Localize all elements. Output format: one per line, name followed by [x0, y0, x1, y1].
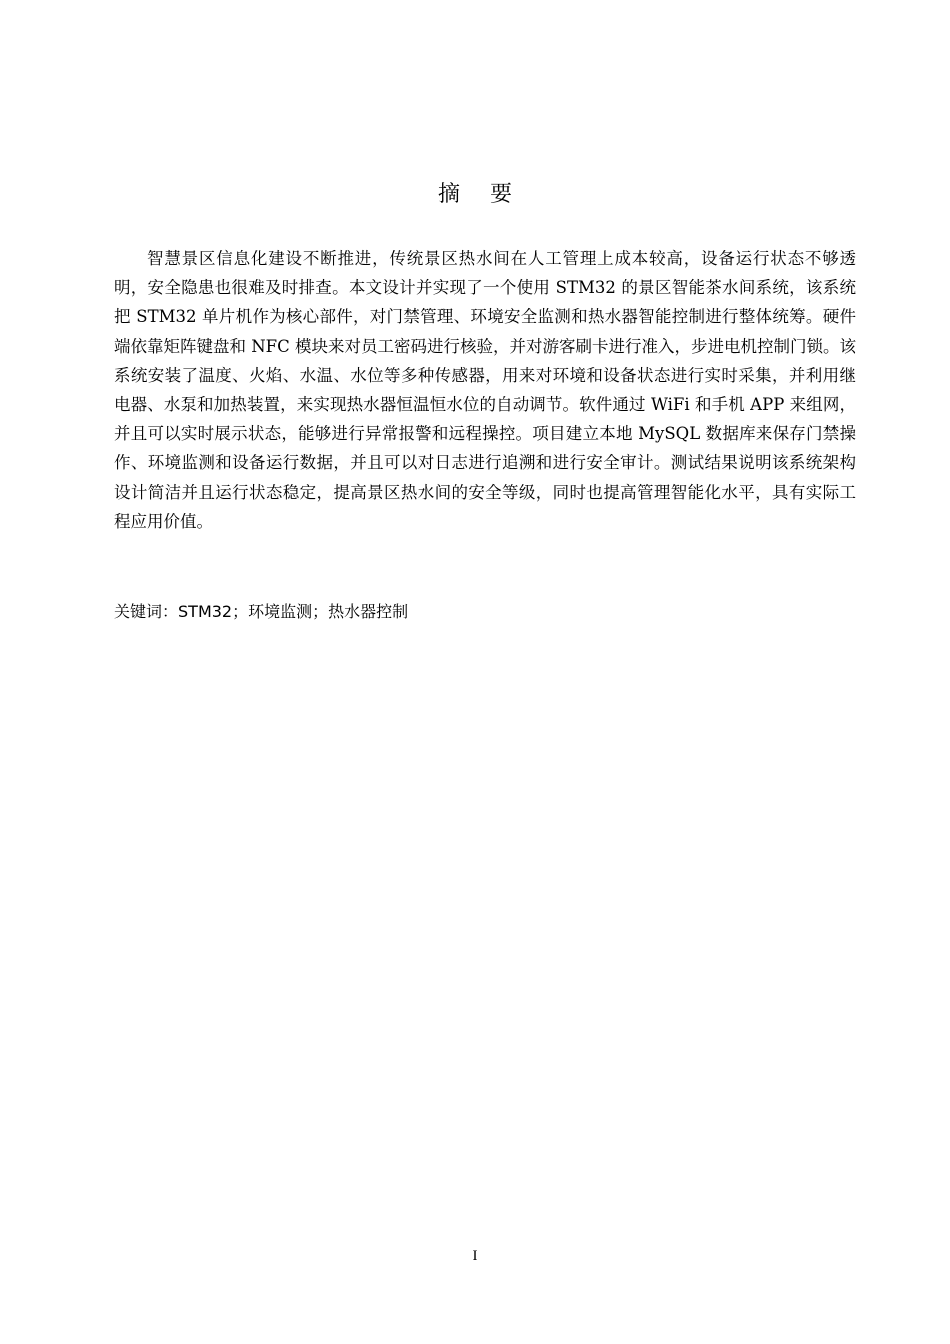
- keywords-line: [114, 597, 856, 626]
- abstract-title: 摘要: [437, 182, 542, 207]
- page-number: I: [472, 1248, 478, 1264]
- keywords-values: STM32；环境监测；热水器控制: [178, 602, 409, 621]
- abstract-paragraph: 智慧景区信息化建设不断推进，传统景区热水间在人工管理上成本较高，设备运行状态不够透明，安全隐患也很难及时排查。本文设计并实现了一个使用 STM32 的景区智能茶水间系统，该系统把 STM32 单片机作为核心部件，对门禁管理、环境安全监测和热水器智能控制进行整体统筹。硬件端依靠矩阵键盘和 NFC 模块来对员工密码进行核验，并对游客刷卡进行准入，步进电机控制门锁。该系统安装了温度、火焰、水温、水位等多种传感器，用来对环境和设备状态进行实时采集，并利用继电器、水泵和加热装置，来实现热水器恒温恒水位的自动调节。软件通过 WiFi 和手机 APP 来组网，并且可以实时展示状态，能够进行异常报警和远程操控。项目建立本地 MySQL 数据库来保存门禁操作、环境监测和设备运行数据，并且可以对日志进行追溯和进行安全审计。测试结果说明该系统架构设计简洁并且运行状态稳定，提高景区热水间的安全等级，同时也提高管理智能化水平，具有实际工程应用价值。: [114, 249, 857, 531]
- keywords-label: 关键词：: [114, 602, 179, 621]
